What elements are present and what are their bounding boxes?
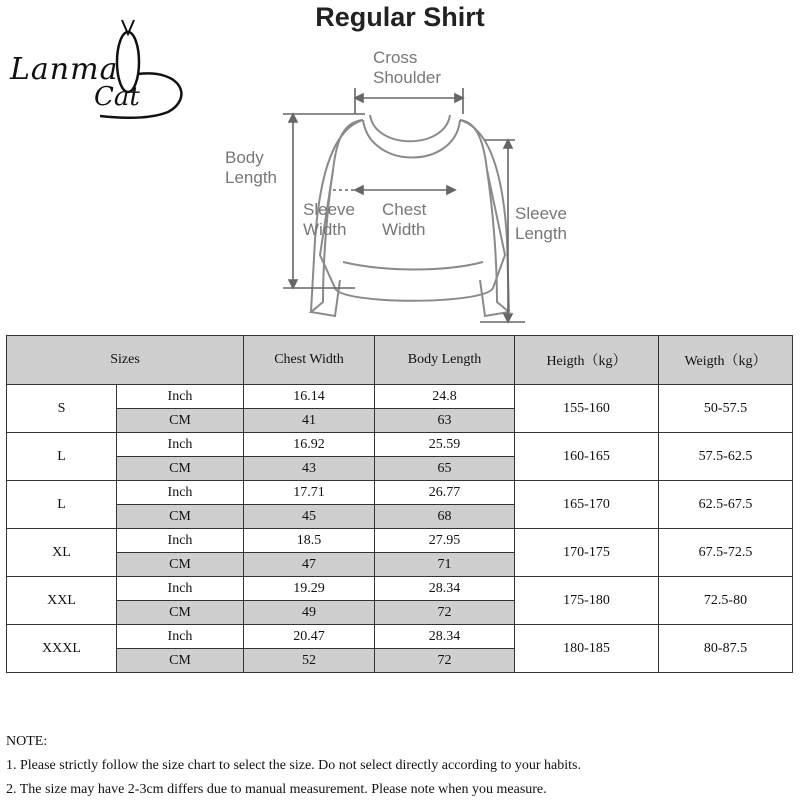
size-cell: XXXL	[7, 625, 117, 673]
sleeve-length-label-line2: Length	[515, 224, 567, 243]
body-length-label-line1: Body	[225, 148, 264, 167]
brand-logo	[8, 14, 193, 124]
body-inch-cell: 25.59	[375, 433, 515, 457]
table-row	[7, 433, 793, 457]
cross-shoulder-label	[373, 48, 441, 88]
body-inch-cell: 27.95	[375, 529, 515, 553]
size-cell: L	[7, 481, 117, 529]
table-header-row	[7, 336, 793, 385]
note-item-2: 2. The size may have 2-3cm differs due to manual measurement. Please note when you measure.	[6, 782, 547, 797]
size-cell: XXL	[7, 577, 117, 625]
unit-cm-cell: CM	[117, 457, 244, 481]
body-cm-cell: 72	[375, 601, 515, 625]
cross-shoulder-label-line2: Shoulder	[373, 68, 442, 87]
header-body-length: Body Length	[375, 336, 515, 385]
height-cell: 165-170	[515, 481, 659, 529]
logo-text-lanma: Lanma	[10, 52, 119, 87]
unit-inch-cell: Inch	[117, 433, 244, 457]
sleeve-length-label	[515, 204, 567, 244]
notes-heading: NOTE:	[6, 734, 48, 749]
sleeve-width-label-line1: Sleeve	[303, 200, 355, 219]
table-row	[7, 385, 793, 409]
chest-width-label-line2: Width	[382, 220, 426, 239]
weight-cell: 80-87.5	[659, 625, 793, 673]
unit-cm-cell: CM	[117, 409, 244, 433]
sleeve-width-label	[303, 200, 355, 240]
weight-cell: 57.5-62.5	[659, 433, 793, 481]
body-inch-cell: 28.34	[375, 577, 515, 601]
unit-inch-cell: Inch	[117, 625, 244, 649]
chest-inch-cell: 16.92	[244, 433, 375, 457]
height-cell: 160-165	[515, 433, 659, 481]
body-cm-cell: 71	[375, 553, 515, 577]
notes-section	[6, 730, 796, 802]
body-inch-cell: 26.77	[375, 481, 515, 505]
sleeve-length-label-line1: Sleeve	[515, 204, 567, 223]
chest-inch-cell: 18.5	[244, 529, 375, 553]
shirt-measurement-diagram	[215, 40, 595, 330]
chest-cm-cell: 47	[244, 553, 375, 577]
table-row	[7, 625, 793, 649]
body-inch-cell: 24.8	[375, 385, 515, 409]
header-sizes: Sizes	[7, 336, 244, 385]
logo-text-cat: Cat	[94, 82, 140, 112]
body-length-label-line2: Length	[225, 168, 277, 187]
weight-cell: 72.5-80	[659, 577, 793, 625]
weight-cell: 67.5-72.5	[659, 529, 793, 577]
unit-inch-cell: Inch	[117, 481, 244, 505]
table-row	[7, 577, 793, 601]
size-cell: L	[7, 433, 117, 481]
body-length-label	[225, 148, 277, 188]
size-cell: XL	[7, 529, 117, 577]
body-inch-cell: 28.34	[375, 625, 515, 649]
height-cell: 155-160	[515, 385, 659, 433]
body-cm-cell: 65	[375, 457, 515, 481]
chest-cm-cell: 49	[244, 601, 375, 625]
chest-inch-cell: 19.29	[244, 577, 375, 601]
height-cell: 170-175	[515, 529, 659, 577]
sleeve-width-label-line2: Width	[303, 220, 347, 239]
chest-inch-cell: 20.47	[244, 625, 375, 649]
unit-inch-cell: Inch	[117, 529, 244, 553]
header-height: Heigth（kg）	[515, 336, 659, 385]
chest-cm-cell: 43	[244, 457, 375, 481]
page-title: Regular Shirt	[315, 2, 485, 32]
unit-cm-cell: CM	[117, 601, 244, 625]
body-cm-cell: 63	[375, 409, 515, 433]
weight-cell: 50-57.5	[659, 385, 793, 433]
chest-cm-cell: 52	[244, 649, 375, 673]
chest-width-label-line1: Chest	[382, 200, 427, 219]
cross-shoulder-label-line1: Cross	[373, 48, 418, 67]
chest-cm-cell: 41	[244, 409, 375, 433]
chest-width-label	[382, 200, 426, 240]
chest-inch-cell: 17.71	[244, 481, 375, 505]
unit-cm-cell: CM	[117, 649, 244, 673]
weight-cell: 62.5-67.5	[659, 481, 793, 529]
note-item-1: 1. Please strictly follow the size chart to select the size. Do not select directly according to your habits.	[6, 758, 581, 773]
height-cell: 175-180	[515, 577, 659, 625]
body-cm-cell: 72	[375, 649, 515, 673]
table-row	[7, 481, 793, 505]
unit-inch-cell: Inch	[117, 577, 244, 601]
chest-inch-cell: 16.14	[244, 385, 375, 409]
size-chart-table	[6, 335, 793, 673]
table-row	[7, 529, 793, 553]
unit-cm-cell: CM	[117, 505, 244, 529]
unit-cm-cell: CM	[117, 553, 244, 577]
chest-cm-cell: 45	[244, 505, 375, 529]
header-chest-width: Chest Width	[244, 336, 375, 385]
unit-inch-cell: Inch	[117, 385, 244, 409]
height-cell: 180-185	[515, 625, 659, 673]
size-cell: S	[7, 385, 117, 433]
header-weight: Weigth（kg）	[659, 336, 793, 385]
body-cm-cell: 68	[375, 505, 515, 529]
